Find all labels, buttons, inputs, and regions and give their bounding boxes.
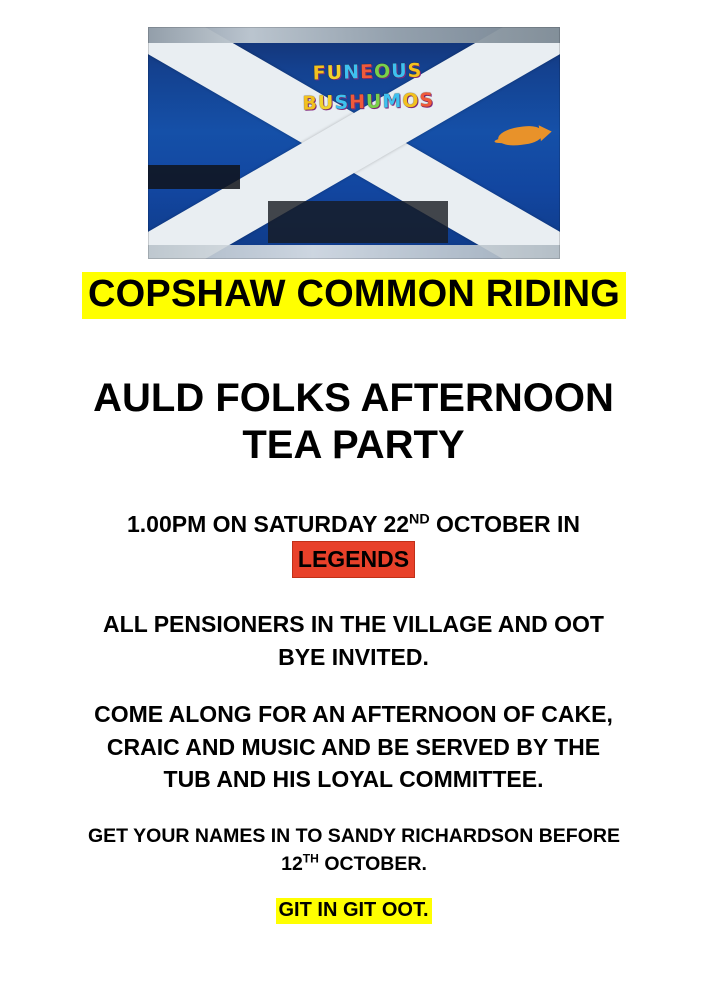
description-line-1: COME ALONG FOR AN AFTERNOON OF CAKE,: [94, 701, 613, 727]
photo-bottom-edge: [148, 245, 560, 259]
invitation-line-2: BYE INVITED.: [278, 643, 429, 670]
date-ordinal-suffix: ND: [409, 511, 430, 528]
event-datetime-line: [40, 508, 667, 541]
photo-dark-band-bottom: [268, 201, 448, 243]
rsvp-deadline-day: 12: [281, 852, 303, 875]
description-paragraph: [40, 698, 667, 796]
banner-lettering-line-1: FUNEOUS: [312, 59, 423, 85]
photo-dark-band-left: [148, 165, 240, 189]
page-title: [44, 272, 664, 319]
footer-slogan: [40, 898, 667, 924]
event-date-tail: OCTOBER IN: [429, 511, 581, 537]
event-headline: [40, 375, 667, 469]
event-time-date: 1.00PM ON SATURDAY 22: [126, 511, 410, 537]
event-venue-line: [40, 541, 667, 579]
banner-lettering-line-2: BUSHUMOS: [302, 89, 435, 115]
footer-slogan-text: GIT IN GIT OOT.: [276, 898, 432, 924]
rsvp-line-1: GET YOUR NAMES IN TO SANDY RICHARDSON BEFORE: [88, 825, 620, 847]
description-line-3: TUB AND HIS LOYAL COMMITTEE.: [163, 766, 544, 793]
event-datetime-block: [40, 508, 667, 578]
invitation-line-1: ALL PENSIONERS IN THE VILLAGE AND OOT: [103, 611, 604, 637]
invitation-paragraph: [40, 608, 667, 673]
rsvp-deadline-ordinal: TH: [302, 851, 319, 866]
description-line-2: CRAIC AND MUSIC AND BE SERVED BY THE: [106, 733, 601, 760]
rsvp-line-2: [34, 851, 674, 879]
photo-top-edge: [148, 27, 560, 43]
rsvp-paragraph: [34, 823, 674, 878]
rsvp-deadline-month: OCTOBER.: [318, 852, 427, 875]
banner-lettering: [277, 55, 459, 124]
venue-name: LEGENDS: [292, 541, 415, 579]
saltire-flag-photo: [148, 27, 560, 259]
event-headline-line-2: TEA PARTY: [242, 423, 465, 468]
event-headline-line-1: AULD FOLKS AFTERNOON: [93, 376, 614, 420]
page-title-text: COPSHAW COMMON RIDING: [82, 272, 626, 319]
